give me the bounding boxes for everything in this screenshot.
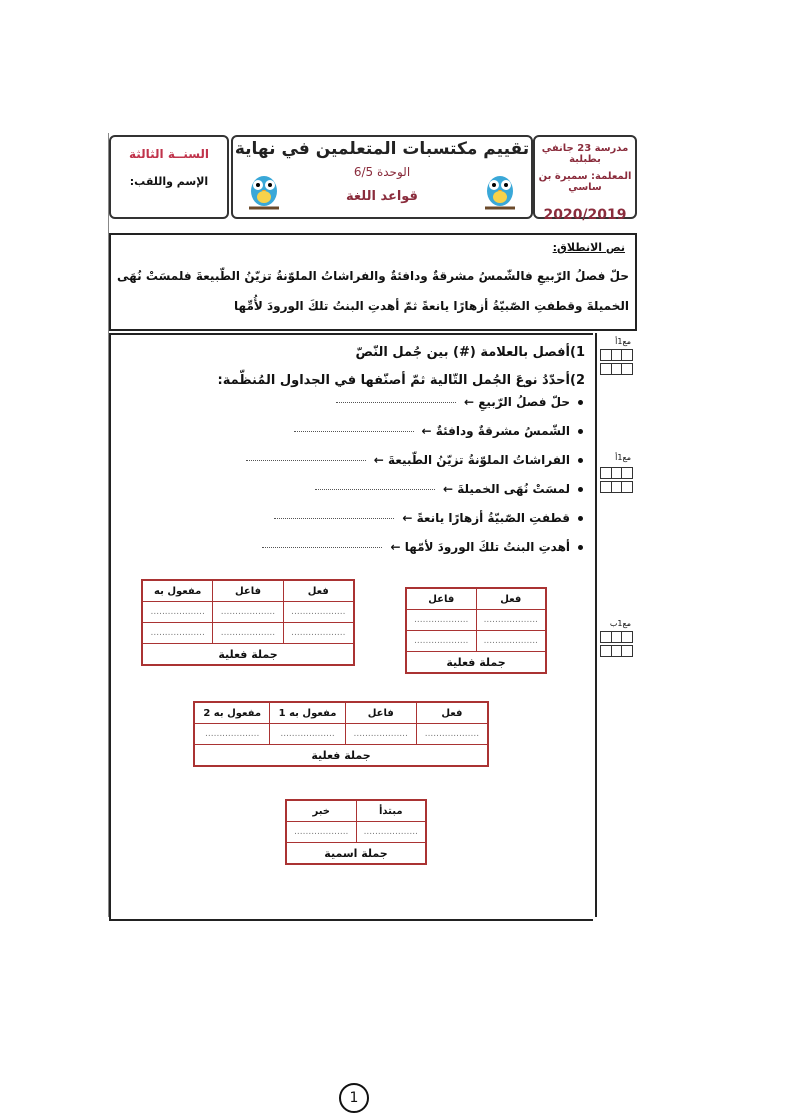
criterion-label: مع1أ <box>615 453 631 462</box>
unit-label: الوحدة 6/5 <box>353 165 411 179</box>
answer-blank[interactable] <box>294 431 414 432</box>
list-item: أهدتِ البنتُ تلكَ الورودَ لأمّها ← <box>143 540 583 569</box>
list-item: الشّمسُ مشرقةٌ ودافئةٌ ← <box>143 424 583 453</box>
bird-icon <box>481 165 519 213</box>
grade-grid[interactable] <box>601 467 633 495</box>
school-name: مدرسة 23 جانفي بطبلبة <box>541 143 629 165</box>
verbal-sentence-table-b: مفعول به فاعل فعل ................... ................... ................... ................... ................... ................... جملة فعلية <box>141 579 355 666</box>
table-caption: جملة اسمية <box>286 843 426 865</box>
grade-grid[interactable] <box>601 349 633 377</box>
passage-text: حلّ فصلُ الرّبيعِ فالشّمسُ مشرقةٌ ودافئةٌ والفراشاتُ الملوّنةُ تزيّنُ الطّبيعةَ فلمسَتْ نُهَى الخميلةَ وقطفتِ الصّبيّةُ أزهارًا يانعةً ثمّ أهدتِ البنتُ تلكَ الورودَ لأُمِّها <box>117 269 629 313</box>
worksheet <box>108 133 637 1106</box>
nominal-sentence-table: خبر مبتدأ ................... ................... جملة اسمية <box>285 799 427 865</box>
sentence-list <box>143 395 583 569</box>
subject-label: قواعد اللغة <box>346 189 418 204</box>
list-item: لمسَتْ نُهَى الخميلةَ ← <box>143 482 583 511</box>
grade-level: السنــة الثالثة <box>128 147 210 161</box>
answer-blank[interactable] <box>262 547 382 548</box>
table-caption: جملة فعلية <box>194 745 488 767</box>
page-number: 1 <box>339 1083 369 1113</box>
student-box <box>109 135 229 219</box>
header <box>109 133 637 223</box>
criterion-label: مع1ب <box>609 619 631 628</box>
exercise-area <box>109 333 593 1106</box>
bird-icon <box>245 165 283 213</box>
list-item: الفراشاتُ الملوّنةُ تزيّنُ الطّبيعةَ ← <box>143 453 583 482</box>
verbal-sentence-table-c: مفعول به 2 مفعول به 1 فاعل فعل ................... ................... ................... ................... جملة فعلية <box>193 701 489 767</box>
table-caption: جملة فعلية <box>142 644 354 666</box>
school-year: 2020/2019 <box>543 207 627 223</box>
name-field[interactable]: الإسم واللقب: <box>129 175 209 188</box>
grade-grid[interactable] <box>601 631 633 659</box>
answer-blank[interactable] <box>336 402 456 403</box>
answer-blank[interactable] <box>246 460 366 461</box>
teacher-name: المعلمة: سميرة بن ساسي <box>538 171 632 193</box>
criterion-label: مع1أ <box>615 337 631 346</box>
list-item: حلّ فصلُ الرّبيعِ ← <box>143 395 583 424</box>
answer-blank[interactable] <box>274 518 394 519</box>
verbal-sentence-table-a: فاعل فعل ................... ................... ................... ................... جملة فعلية <box>405 587 547 674</box>
title-box <box>231 135 533 219</box>
page-title: تقييم مكتسبات المتعلمين في نهاية <box>234 139 530 159</box>
question-2: 2)أحدّدُ نوعَ الجُمل التّالية ثمّ أصنّفها في الجداول المُنظّمة: <box>217 373 585 388</box>
table-caption: جملة فعلية <box>406 652 546 674</box>
school-box <box>533 135 637 223</box>
passage-title: نص الانطلاق: <box>552 241 625 254</box>
passage-box <box>109 233 637 331</box>
question-1: 1)أفصل بالعلامة (#) بين جُمل النّصّ <box>355 345 585 360</box>
list-item: قطفتِ الصّبيّةُ أزهارًا يانعةً ← <box>143 511 583 540</box>
answer-blank[interactable] <box>315 489 435 490</box>
grading-column <box>595 333 637 917</box>
